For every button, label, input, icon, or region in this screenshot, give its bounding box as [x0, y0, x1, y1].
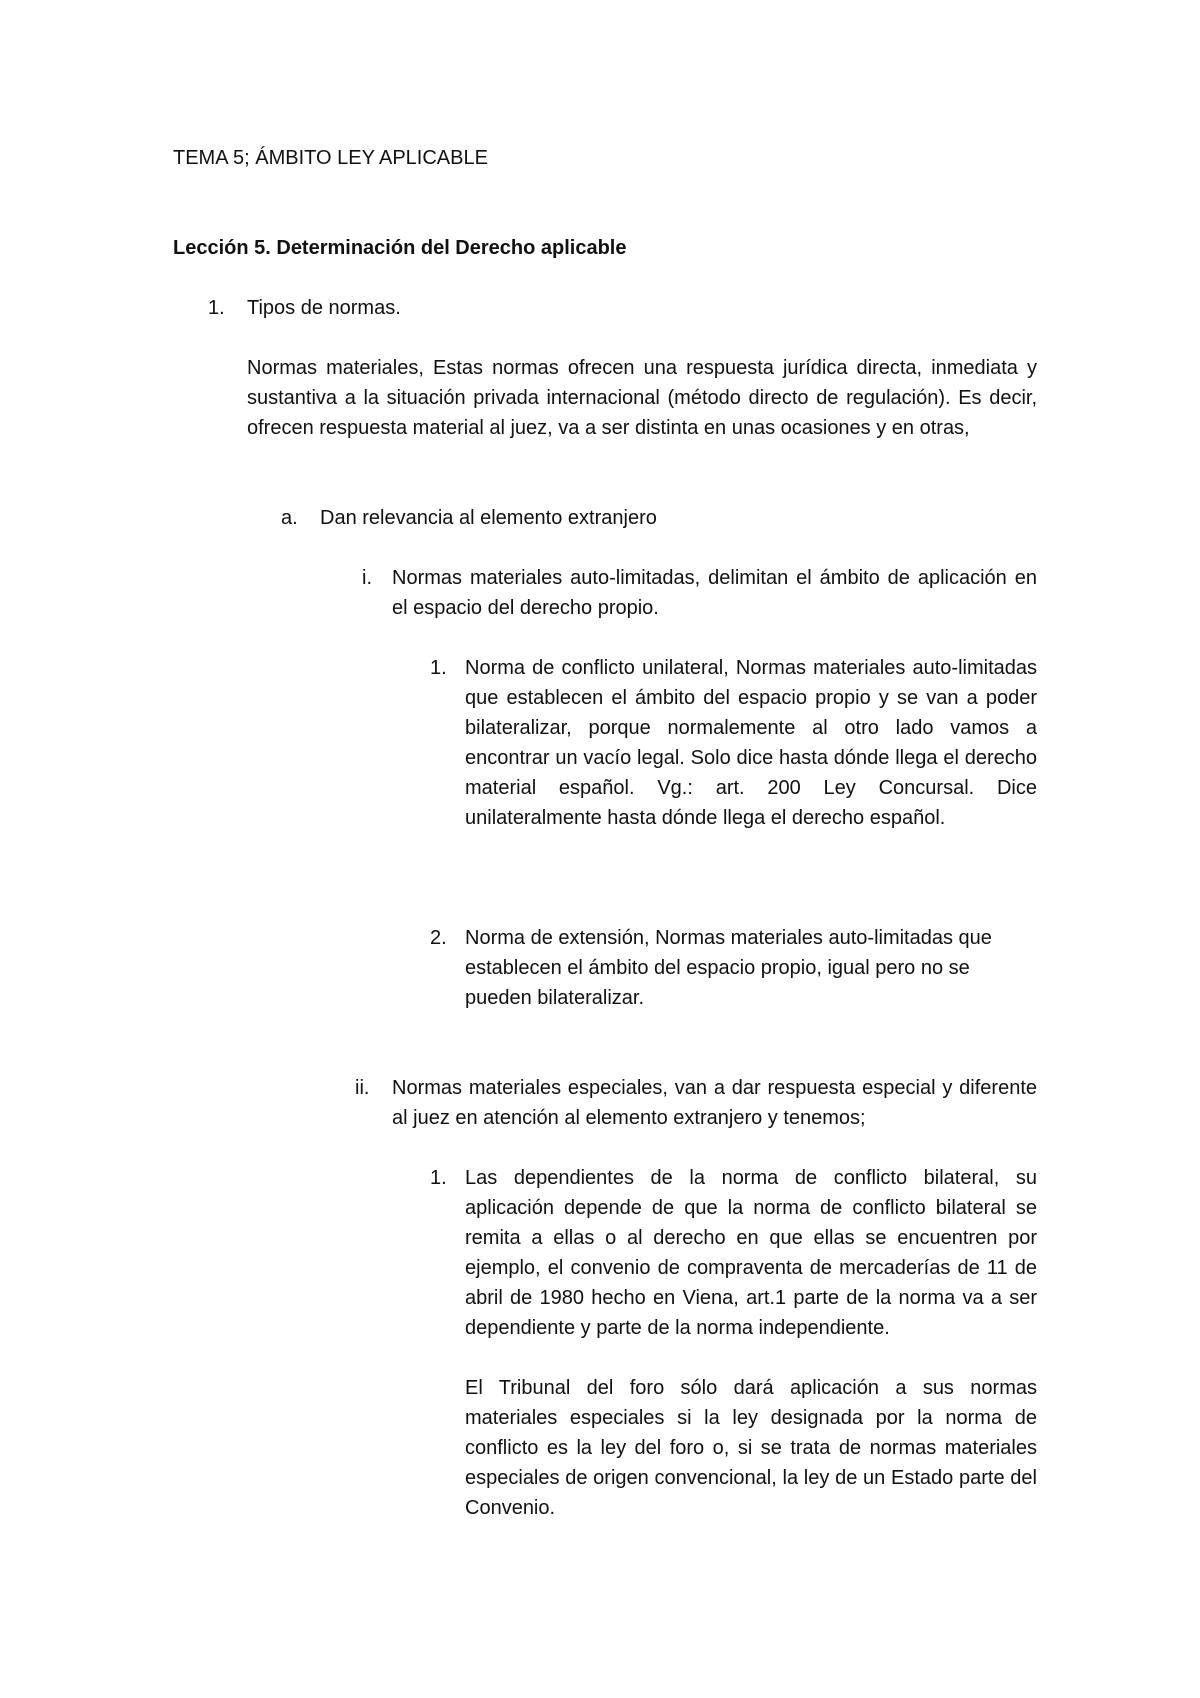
intro-paragraph: Normas materiales, Estas normas ofrecen una respuesta jurídica directa, inmediata y sustantiva a la situación privada internacional (método directo de regulación). Es decir, ofrecen respuesta material al juez, va a ser distinta en unas ocasiones y en otras, — [247, 357, 1037, 439]
sub-ii-text: Normas materiales especiales, van a dar respuesta especial y diferente al juez en atención al elemento extranjero y tenemos; — [392, 1077, 1037, 1129]
sub-i-item-1-text: Norma de conflicto unilateral, Normas materiales auto-limitadas que establecen el ámbito del espacio propio y se van a poder bilateralizar, porque normalemente al otro lado vamos a encontrar un vacío legal. Solo dice hasta dónde llega el derecho material español. Vg.: art. 200 Ley Concursal. Dice unilateralmente hasta dónde llega el derecho español. — [465, 657, 1037, 829]
sub-ii-marker: ii. — [355, 1077, 370, 1099]
sub-i-item-2-marker: 2. — [430, 927, 447, 949]
sub-a-marker: a. — [281, 507, 298, 529]
sub-a-label: Dan relevancia al elemento extranjero — [320, 507, 657, 529]
section-1-label: Tipos de normas. — [247, 297, 401, 319]
document-title: TEMA 5; ÁMBITO LEY APLICABLE — [173, 147, 488, 169]
section-1-marker: 1. — [208, 297, 225, 319]
lesson-heading: Lección 5. Determinación del Derecho aplicable — [173, 237, 627, 259]
sub-ii-item-1-continuation: El Tribunal del foro sólo dará aplicación a sus normas materiales especiales si la ley designada por la norma de conflicto es la ley del foro o, si se trata de normas materiales especiales de origen convencional, la ley de un Estado parte del Convenio. — [465, 1377, 1037, 1519]
sub-i-text: Normas materiales auto-limitadas, delimitan el ámbito de aplicación en el espacio del derecho propio. — [392, 567, 1037, 619]
sub-ii-item-1-marker: 1. — [430, 1167, 447, 1189]
sub-i-item-2-text: Norma de extensión, Normas materiales auto-limitadas que establecen el ámbito del espacio propio, igual pero no se pueden bilateralizar. — [465, 927, 992, 1009]
sub-ii-item-1-text: Las dependientes de la norma de conflicto bilateral, su aplicación depende de que la norma de conflicto bilateral se remita a ellas o al derecho en que ellas se encuentren por ejemplo, el convenio de compraventa de mercaderías de 11 de abril de 1980 hecho en Viena, art.1 parte de la norma va a ser dependiente y parte de la norma independiente. — [465, 1167, 1037, 1339]
sub-i-item-1-marker: 1. — [430, 657, 447, 679]
sub-i-marker: i. — [362, 567, 372, 589]
